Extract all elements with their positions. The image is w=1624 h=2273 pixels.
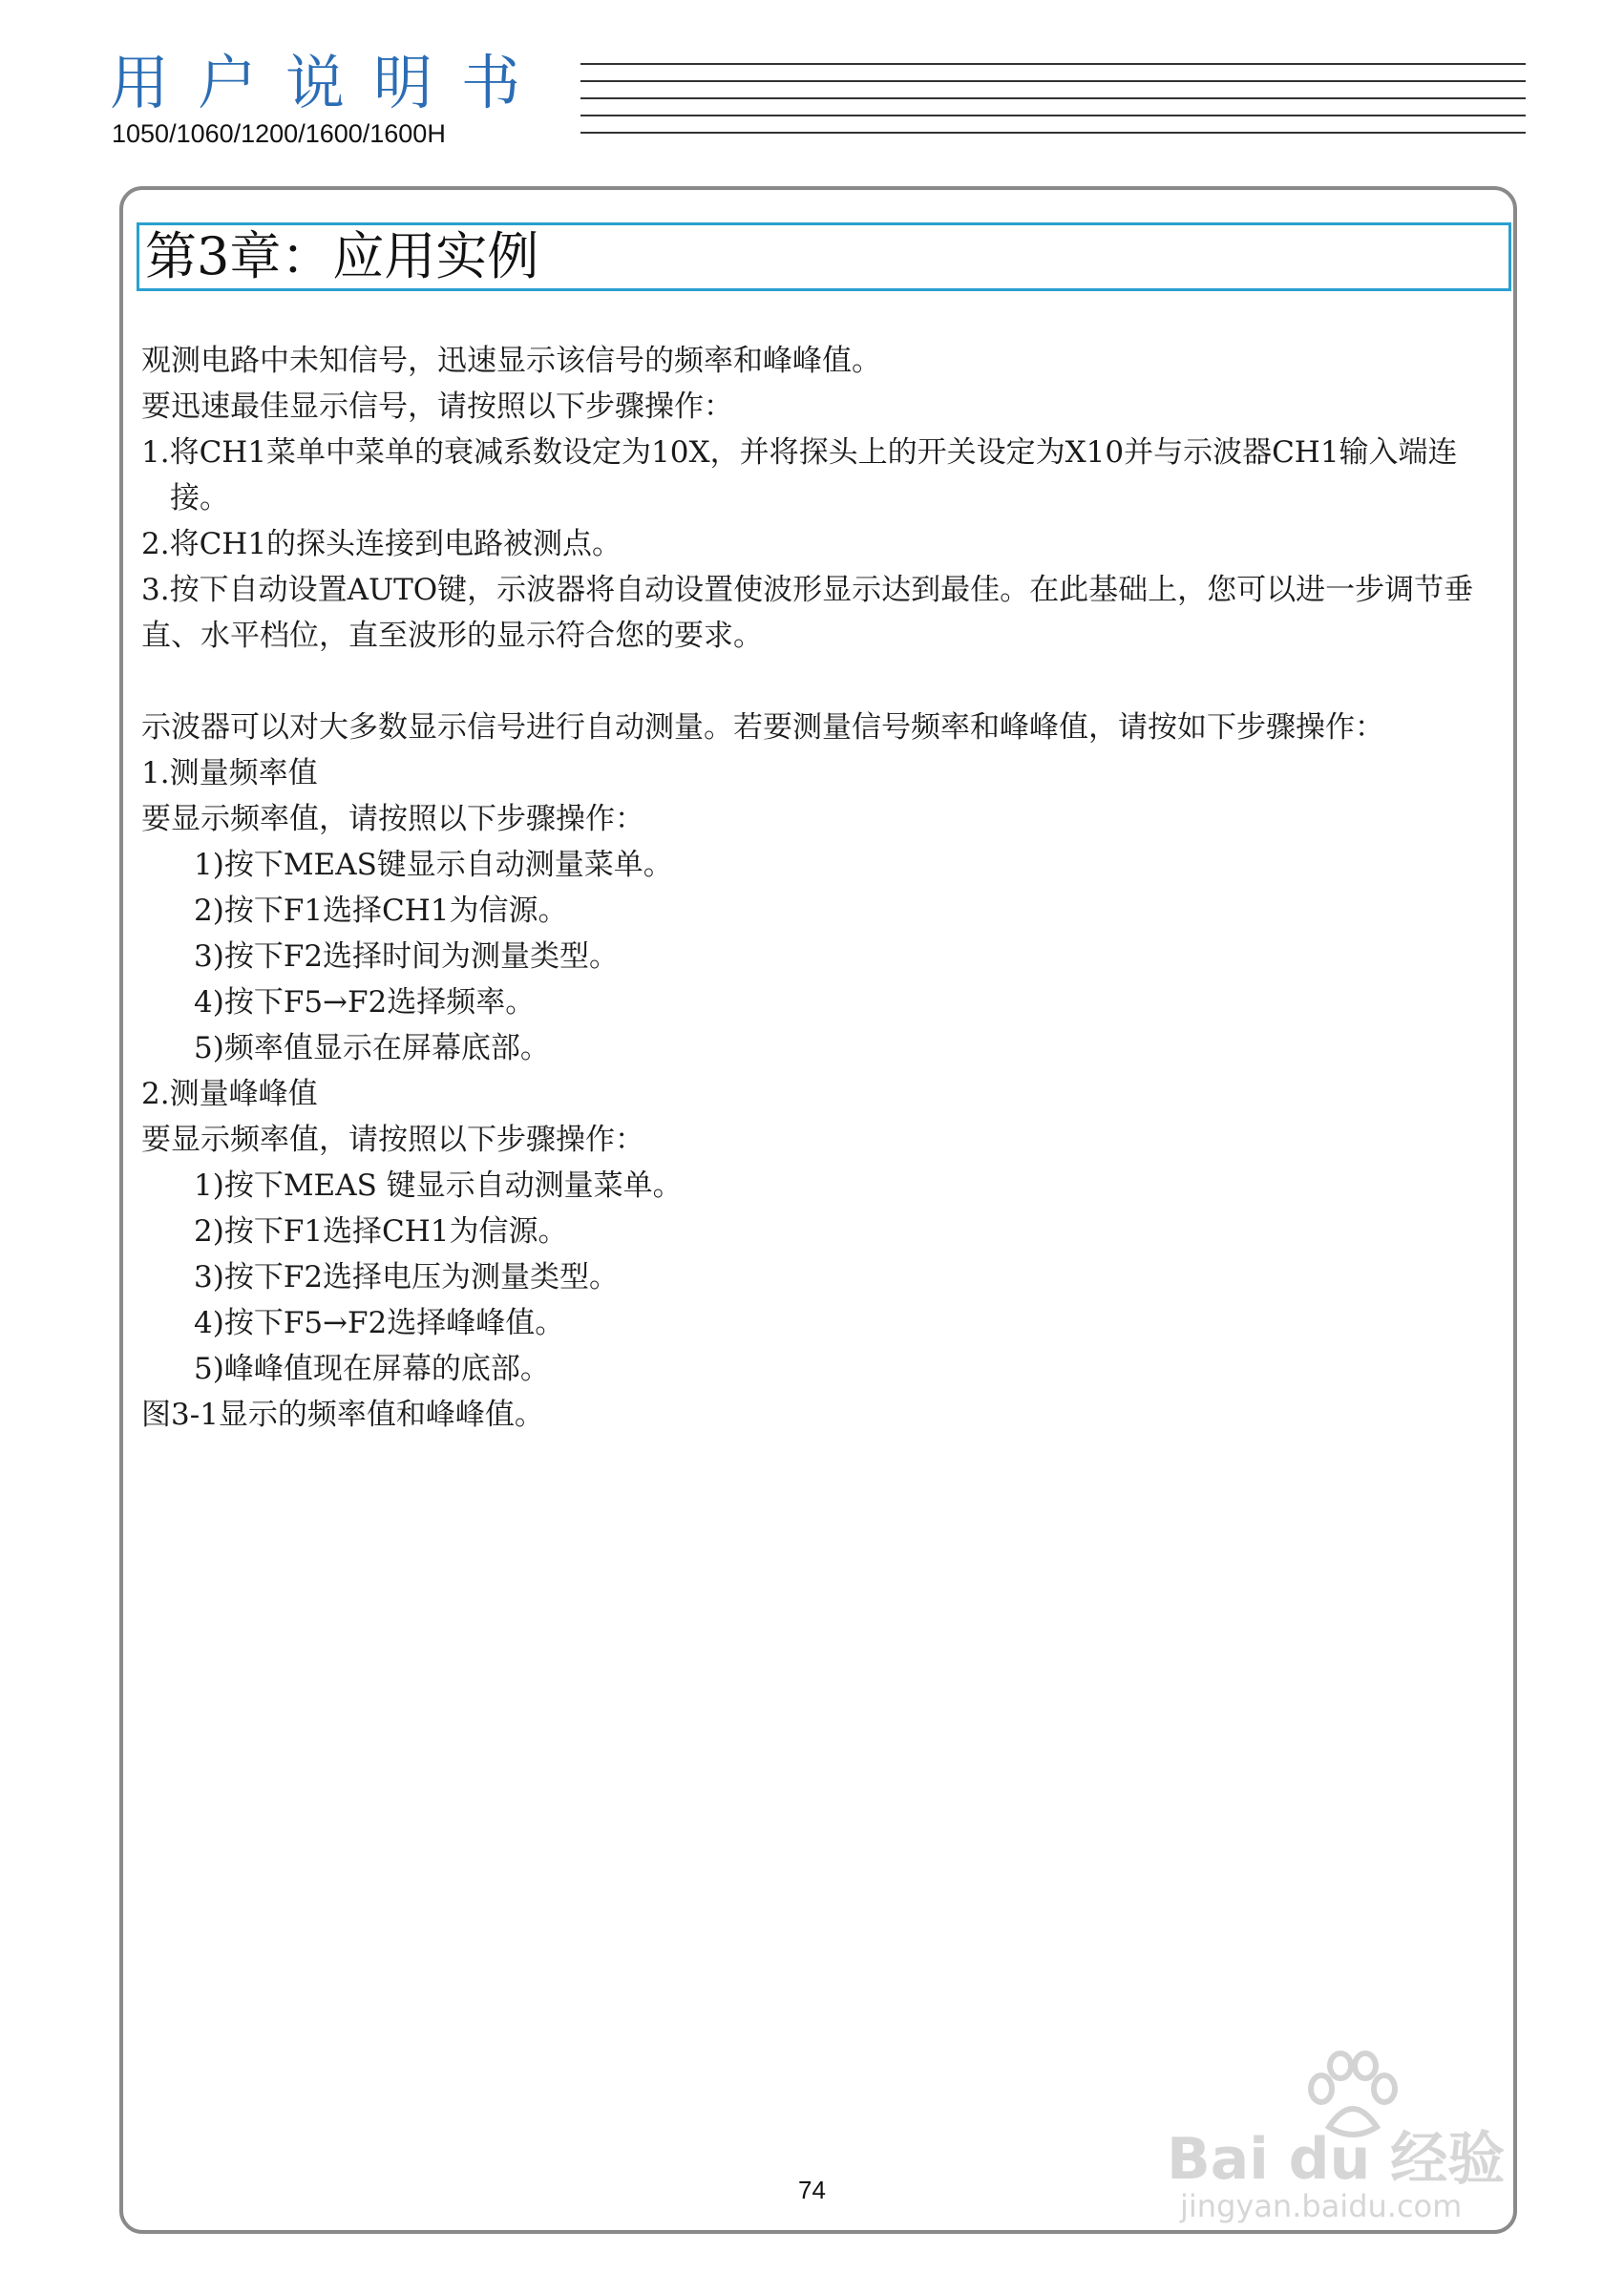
watermark-logo: Bai du 经验 <box>1167 2126 1506 2193</box>
vpp-step: 2)按下F1选择CH1为信源。 <box>194 1214 568 1249</box>
header-rule <box>580 132 1526 134</box>
measure-intro: 示波器可以对大多数显示信号进行自动测量。若要测量信号频率和峰峰值，请按如下步骤操作： <box>141 710 1384 745</box>
chapter-title-box <box>137 222 1511 291</box>
vpp-heading: 2.测量峰峰值 <box>141 1077 318 1111</box>
baidu-watermark <box>1167 2051 1568 2222</box>
freq-step: 4)按下F5→F2选择频率。 <box>194 985 536 1020</box>
setup-step: 2.将CH1的探头连接到电路被测点。 <box>141 527 622 561</box>
vpp-step: 3)按下F2选择电压为测量类型。 <box>194 1260 620 1294</box>
watermark-url: jingyan.baidu.com <box>1180 2188 1463 2224</box>
vpp-step: 1)按下MEAS 键显示自动测量菜单。 <box>194 1168 683 1203</box>
header-rule <box>580 63 1526 65</box>
header-rule <box>580 97 1526 99</box>
freq-heading: 1.测量频率值 <box>141 756 318 790</box>
freq-step: 1)按下MEAS键显示自动测量菜单。 <box>194 848 673 882</box>
header-rule <box>580 80 1526 82</box>
page-number: 74 <box>798 2176 826 2204</box>
figure-note: 图3-1显示的频率值和峰峰值。 <box>141 1398 544 1432</box>
intro-paragraph: 观测电路中未知信号，迅速显示该信号的频率和峰峰值。 <box>141 344 881 378</box>
vpp-step: 4)按下F5→F2选择峰峰值。 <box>194 1306 565 1340</box>
vpp-lead: 要显示频率值，请按照以下步骤操作： <box>141 1123 644 1157</box>
setup-step: 1.将CH1菜单中菜单的衰减系数设定为10X，并将探头上的开关设定为X10并与示波器CH1输入端连接。 <box>141 435 1458 516</box>
freq-step: 5)频率值显示在屏幕底部。 <box>194 1031 550 1065</box>
paragraph-gap <box>141 659 1516 705</box>
model-numbers: 1050/1060/1200/1600/1600H <box>112 119 446 148</box>
setup-lead: 要迅速最佳显示信号，请按照以下步骤操作： <box>141 389 733 424</box>
vpp-step: 5)峰峰值现在屏幕的底部。 <box>194 1352 550 1386</box>
freq-step: 3)按下F2选择时间为测量类型。 <box>194 939 620 974</box>
freq-step: 2)按下F1选择CH1为信源。 <box>194 894 568 928</box>
header-rule <box>580 115 1526 116</box>
document-body <box>141 338 1516 1438</box>
freq-lead: 要显示频率值，请按照以下步骤操作： <box>141 802 644 836</box>
manual-title: 用户说明书 <box>110 48 550 117</box>
chapter-title: 第3章：应用实例 <box>145 226 539 286</box>
setup-step: 3.按下自动设置AUTO键，示波器将自动设置使波形显示达到最佳。在此基础上，您可以进一步调节垂直、水平档位，直至波形的显示符合您的要求。 <box>141 573 1474 653</box>
